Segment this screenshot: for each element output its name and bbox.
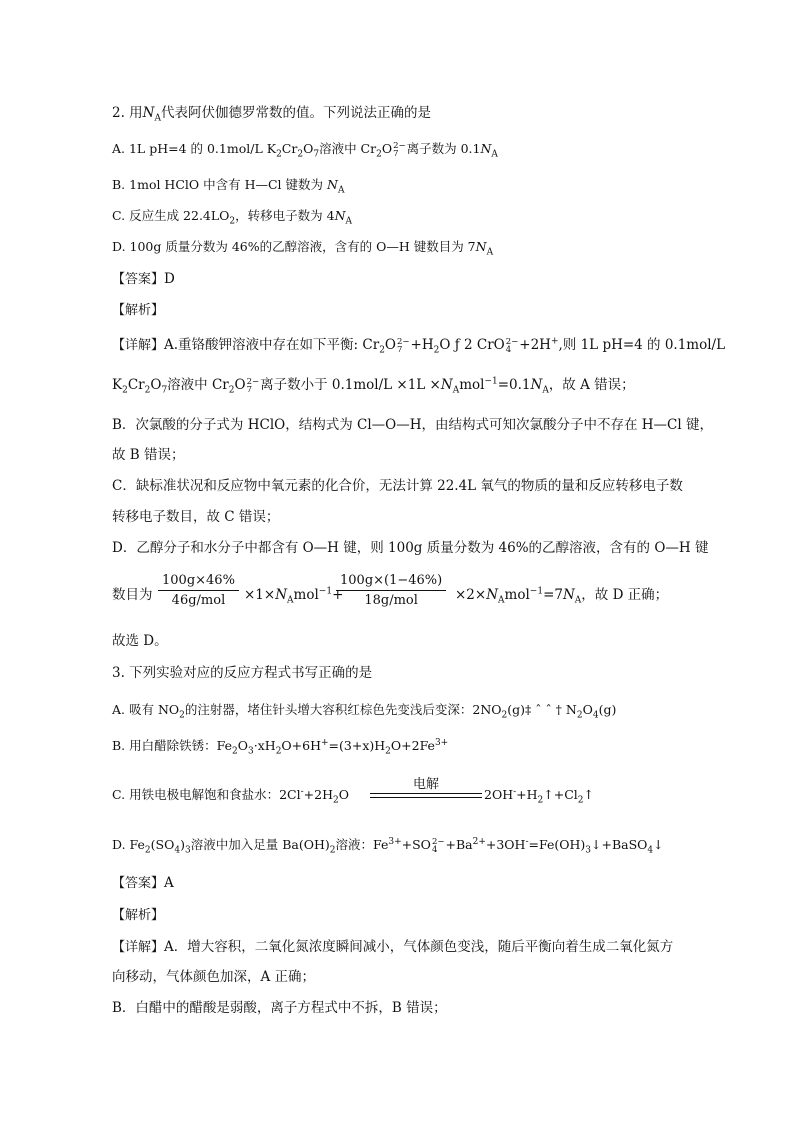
q3-detail-line-3: B．白醋中的醋酸是弱酸，离子方程式中不拆，B 错误； xyxy=(112,1000,447,1016)
q2-option-d: D. 100g 质量分数为 46%的乙醇溶液，含有的 O—H 键数目为 $7N_A$ xyxy=(112,239,494,258)
q2-detail-line-6: 转移电子数目，故 C 错误； xyxy=(112,509,280,525)
fraction-2: 100g×(1−46%) 18g/mol xyxy=(336,573,446,608)
q2-option-b: B. 1mol HClO 中含有 H—Cl 键数为 $N_A$ xyxy=(112,177,345,196)
q3-detail-line-2: 向移动，气体颜色加深，A 正确； xyxy=(112,969,316,985)
q2-conclusion: 故选 D。 xyxy=(112,633,168,649)
q2-answer: 【答案】D xyxy=(112,271,175,287)
q2-detail-line-7: D．乙醇分子和水分子中都含有 O—H 键，则 100g 质量分数为 46%的乙醇溶液，含有的 O—H 键 xyxy=(112,540,709,556)
q2-option-c: C. 反应生成 $22.4LO_2$，转移电子数为 $4N_A$ xyxy=(112,208,353,227)
q3-option-b: B. 用白醋除铁锈：$Fe_2O_3\cdot xH_2O+6H^+=(3+x)H_2O+2Fe^{3+}$ xyxy=(112,737,449,757)
q3-analysis-heading: 【解析】 xyxy=(112,908,165,923)
equilibrium-arrow: ‡ ˆ ˆ † xyxy=(525,702,562,717)
q3-detail-line-1: 【详解】A．增大容积，二氧化氮浓度瞬间减小，气体颜色变浅，随后平衡向着生成二氧化氮方 xyxy=(112,939,674,955)
q2-stem: 2. 用$N_A$代表阿伏伽德罗常数的值。下列说法正确的是 xyxy=(112,105,431,124)
ion-charge: 2− 7 xyxy=(393,140,406,159)
q3-stem: 3. 下列实验对应的反应方程式书写正确的是 xyxy=(112,665,373,681)
q3-option-a: A. 吸有 $NO_2$的注射器，堵住针头增大容积红棕色先变浅后变深：$2NO_2(g)\ddagger$ ˆ ˆ † $N_2O_4(g)$ xyxy=(112,702,617,721)
electrolysis-sign: 电解 xyxy=(370,793,482,801)
q2-option-a: A. 1L pH=4 的 0.1mol/L $K_2Cr_2O_7$溶液中 $Cr_2O$ 2− 7 离子数为 $0.1N_A$ xyxy=(112,140,498,160)
q2-detail-line-3: B．次氯酸的分子式为 HClO，结构式为 Cl—O—H，由结构式可知次氯酸分子中不存在 H—Cl 键， xyxy=(112,417,713,433)
q2-analysis-heading: 【解析】 xyxy=(112,303,165,318)
q2-detail-line-8a: 数目为 xyxy=(112,587,153,603)
q2-detail-line-8b: $\times 1\times N_Amol^{-1}+$ xyxy=(244,586,344,606)
q3-option-d: D. $Fe_2(SO_4)_3$溶液中加入足量 $Ba(OH)_2$溶液：$Fe^{3+}+SO$ 2− 4 $+Ba^{2+}+3OH^-=Fe(OH)_3↓+BaSO_4↓$ xyxy=(112,836,664,856)
q2-detail-line-1: 【详解】A.重铬酸钾溶液中存在如下平衡: $Cr_2O$ 2− 7 $+H_2O$ ƒ 2 CrO 2− 4 +2H+,则 1L pH=4 的 0.1mol/L xyxy=(112,336,726,356)
q3-answer: 【答案】A xyxy=(112,875,174,891)
q3-option-c-right: $2OH^-+H_2↑+Cl_2↑$ xyxy=(484,786,594,806)
q2-detail-line-8c: $\times 2\times N_Amol^{-1}=7N_A$，故 D 正确； xyxy=(455,586,669,606)
q2-detail-line-2: $K_2Cr_2O_7$溶液中 $Cr_2O$ 2− 7 离子数小于 $0.1mol/L \times 1L \times N_Amol^{-1}=0.1N_A$，故 A 错误； xyxy=(112,376,635,396)
fraction-1: 100g×46% 46g/mol xyxy=(158,573,239,608)
q2-detail-line-4: 故 B 错误； xyxy=(112,447,185,463)
q3-option-c-left: C. 用铁电极电解饱和食盐水：$2Cl^-+2H_2O$ xyxy=(112,786,349,806)
q2-detail-line-5: C．缺标准状况和反应物中氧元素的化合价，无法计算 22.4L 氧气的物质的量和反应转移电子数 xyxy=(112,478,683,494)
